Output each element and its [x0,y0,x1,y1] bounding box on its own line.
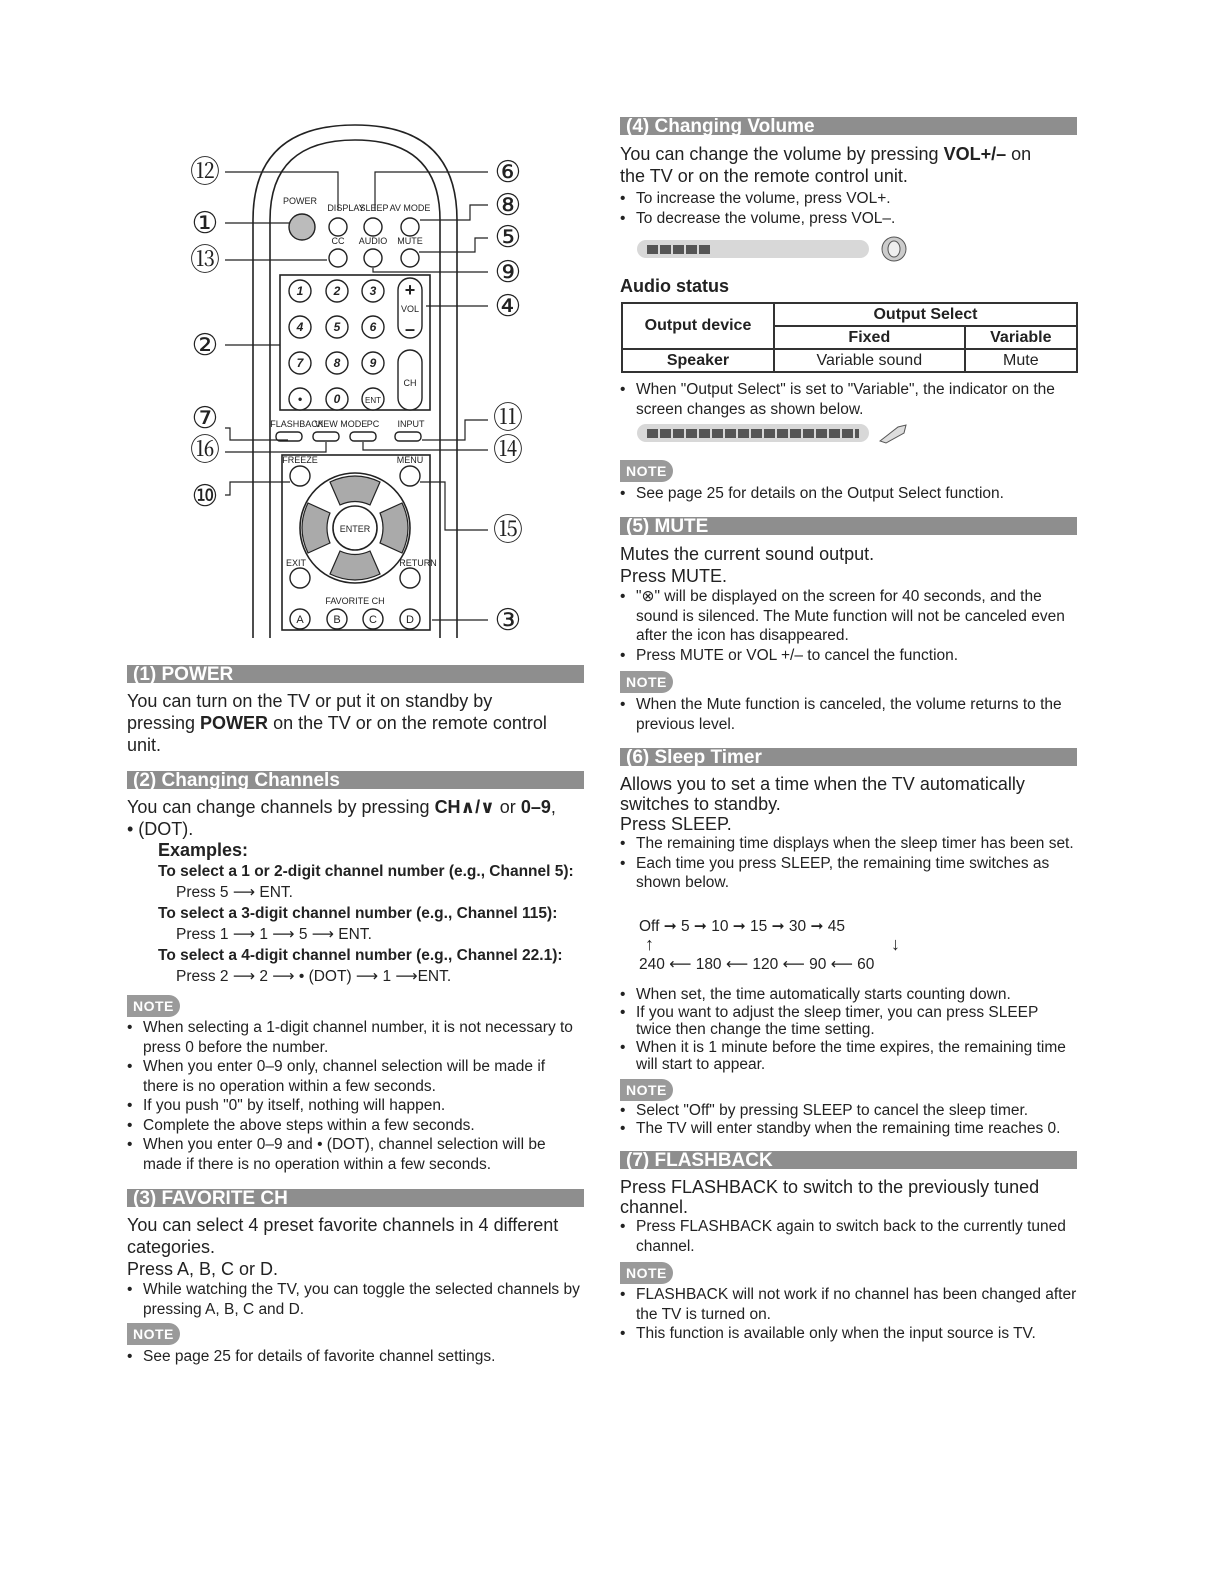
speaker-cell: Speaker [622,349,774,372]
output-device-header: Output device [622,303,774,349]
svg-text:ENTER: ENTER [339,524,371,534]
fixed-header: Fixed [774,326,965,349]
output-select-header: Output Select [774,303,1077,326]
svg-text:⑩: ⑩ [191,479,219,514]
channels-note-item: • Complete the above steps within a few seconds. [127,1116,582,1136]
speaker-icon [877,235,911,263]
example-list [158,861,598,987]
output-select-bullets [620,380,1075,419]
sleep-sequence-bottom: 240 ⟵ 180 ⟵ 120 ⟵ 90 ⟵ 60 [639,956,875,973]
volume-body-line1: You can change the volume by pressing VOL+/– on [620,144,1032,164]
favorite-header: (3) FAVORITE CH [127,1189,584,1207]
volume-indicator-bar [637,240,869,258]
volume-bullets [620,189,1075,228]
svg-text:A: A [296,614,304,626]
svg-text:8: 8 [333,356,341,370]
svg-text:⑮: ⑮ [493,513,523,548]
sleep-sequence-top: Off ➞ 5 ➞ 10 ➞ 15 ➞ 30 ➞ 45 [639,918,845,935]
svg-text:⑨: ⑨ [494,255,522,290]
sleep-note-badge: NOTE [620,1079,673,1101]
volume-header: (4) Changing Volume [620,117,1077,135]
mute-note-item: • When the Mute function is canceled, the volume returns to the previous level. [620,695,1075,734]
favorite-notes [127,1347,582,1367]
sleep-bullets [620,834,1075,893]
flashback-header: (7) FLASHBACK [620,1151,1077,1169]
svg-text:5: 5 [333,320,341,334]
sleep-body [620,774,1080,834]
example-2-press: Press 1 ⟶ 1 ⟶ 5 ⟶ ENT. [176,926,372,943]
svg-text:7: 7 [296,356,304,370]
mute-bullet: • Press MUTE or VOL +/– to cancel the function. [620,646,1075,666]
svg-text:RETURN: RETURN [399,558,437,568]
svg-text:FAVORITE CH: FAVORITE CH [325,596,385,606]
svg-text:AV MODE: AV MODE [389,203,431,213]
power-body-line2: pressing POWER on the TV or on the remote control [127,713,547,733]
volume-bullet: • To decrease the volume, press VOL–. [620,209,1075,229]
svg-text:CH: CH [403,378,417,388]
variable-header: Variable [965,326,1077,349]
example-2-title: To select a 3-digit channel number (e.g., Channel 115): [158,905,558,922]
audio-status-table [621,302,1078,373]
svg-text:③: ③ [494,603,522,638]
flashback-note-item: • This function is available only when the input source is TV. [620,1324,1080,1344]
sleep-arrow-up: ↑ [645,934,654,954]
svg-text:9: 9 [369,356,377,370]
svg-text:⑪: ⑪ [493,401,523,436]
favorite-bullet: • While watching the TV, you can toggle the selected channels by pressing A, B, C and D. [127,1280,582,1319]
mute-body [620,543,1080,587]
svg-text:⑯: ⑯ [190,433,220,468]
mute-header: (5) MUTE [620,517,1077,535]
flashback-bullets [620,1217,1075,1256]
svg-text:C: C [369,614,377,626]
svg-text:–: – [404,319,416,339]
power-header: (1) POWER [127,665,584,683]
svg-text:VIEW MODE: VIEW MODE [314,419,368,429]
mute-press: Press MUTE. [620,566,728,586]
svg-text:⑭: ⑭ [493,433,523,468]
svg-text:D: D [406,614,414,626]
svg-text:⑦: ⑦ [191,401,219,436]
mute-bullets [620,587,1075,665]
sleep-bullets-2 [620,986,1075,1074]
svg-text:ENT: ENT [365,396,381,405]
channels-notes [127,1018,582,1174]
volume-notes [620,484,1075,504]
sleep-bullet: • The remaining time displays when the sleep timer has been set. [620,834,1075,854]
power-keyword: POWER [200,713,269,733]
svg-text:FLASHBACK: FLASHBACK [270,419,324,429]
channels-note-item: • When you enter 0–9 and • (DOT), channel selection will be made if there is no operation within a few seconds. [127,1135,582,1174]
channels-note-item: • When you enter 0–9 only, channel selection will be made if there is no operation within a few seconds. [127,1057,582,1096]
svg-text:⑤: ⑤ [494,220,522,255]
volume-body [620,143,1080,187]
svg-text:MENU: MENU [396,455,424,465]
svg-text:⑬: ⑬ [190,243,220,278]
mute-notes [620,695,1075,734]
svg-text:AUDIO: AUDIO [358,236,388,246]
volume-note-item: • See page 25 for details on the Output Select function. [620,484,1075,504]
sleep-body-line1: Allows you to set a time when the TV automatically [620,774,1025,794]
channels-note-item: • If you push "0" by itself, nothing will happen. [127,1096,582,1116]
volume-note-badge: NOTE [620,460,673,482]
svg-text:SLEEP: SLEEP [359,203,389,213]
example-1-press: Press 5 ⟶ ENT. [176,884,293,901]
favorite-note-badge: NOTE [127,1323,180,1345]
flashback-body [620,1177,1080,1217]
flashback-note-badge: NOTE [620,1262,673,1284]
svg-text:3: 3 [369,284,377,298]
channels-body [127,796,597,840]
favorite-body-line1: You can select 4 preset favorite channels in 4 different [127,1215,559,1235]
power-body-line3: unit. [127,735,162,755]
volume-body-line2: the TV or on the remote control unit. [620,166,908,186]
output-select-bullet: • When "Output Select" is set to "Variable", the indicator on the screen changes as shown below. [620,380,1075,419]
svg-text:PC: PC [366,419,380,429]
svg-text:FREEZE: FREEZE [282,455,318,465]
remote-control-diagram [170,110,540,645]
svg-text:CC: CC [331,236,345,246]
channels-note-item: • When selecting a 1-digit channel number, it is not necessary to press 0 before the number. [127,1018,582,1057]
channels-body-line2: • (DOT). [127,819,194,839]
svg-text:⑧: ⑧ [494,188,522,223]
output-icon [876,421,912,445]
sleep-body-line2: switches to standby. [620,794,781,814]
svg-text:②: ② [191,328,219,363]
mute-bullet: • "⊗" will be displayed on the screen for 40 seconds, and the sound is silenced. The Mute function will not be canceled even after the icon has disappeared. [620,587,1075,646]
svg-text:+: + [404,280,416,300]
mute-cell: Mute [965,349,1077,372]
svg-text:④: ④ [494,289,522,324]
favorite-bullets [127,1280,582,1319]
svg-text:VOL: VOL [400,304,420,314]
variable-indicator-bar [637,424,869,442]
favorite-press: Press A, B, C or D. [127,1259,279,1279]
sleep-note-item: • The TV will enter standby when the remaining time reaches 0. [620,1120,1080,1138]
example-3-title: To select a 4-digit channel number (e.g., Channel 22.1): [158,947,563,964]
example-3-press: Press 2 ⟶ 2 ⟶ • (DOT) ⟶ 1 ⟶ENT. [176,968,452,985]
sleep-bullet: • If you want to adjust the sleep timer, you can press SLEEP twice then change the time setting. [620,1004,1075,1039]
favorite-body [127,1214,592,1280]
flashback-body-line1: Press FLASHBACK to switch to the previously tuned [620,1177,1040,1197]
svg-text:⑥: ⑥ [494,155,522,190]
favorite-body-line2: categories. [127,1237,216,1257]
svg-text:6: 6 [369,320,377,334]
volume-bullet: • To increase the volume, press VOL+. [620,189,1075,209]
sleep-header: (6) Sleep Timer [620,748,1077,766]
sleep-press: Press SLEEP. [620,814,732,834]
flashback-notes [620,1285,1080,1344]
flashback-bullet: • Press FLASHBACK again to switch back to the currently tuned channel. [620,1217,1075,1256]
svg-text:POWER: POWER [282,196,318,206]
favorite-note-item: • See page 25 for details of favorite channel settings. [127,1347,582,1367]
svg-text:INPUT: INPUT [397,419,425,429]
power-body-line1: You can turn on the TV or put it on standby by [127,691,493,711]
flashback-body-line2: channel. [620,1197,689,1217]
channels-body-line1: You can change channels by pressing CH∧/∨ or 0–9, [127,797,556,817]
svg-text:•: • [297,392,303,406]
svg-text:①: ① [191,206,219,241]
svg-text:MUTE: MUTE [397,236,423,246]
svg-text:⑫: ⑫ [190,155,220,190]
sleep-bullet: • Each time you press SLEEP, the remaining time switches as shown below. [620,854,1075,893]
sleep-bullet: • When set, the time automatically starts counting down. [620,986,1075,1004]
svg-text:B: B [333,614,341,626]
svg-text:4: 4 [296,320,304,334]
svg-text:1: 1 [296,284,304,298]
examples-heading: Examples: [158,840,249,860]
mute-body-line1: Mutes the current sound output. [620,544,875,564]
example-1-title: To select a 1 or 2-digit channel number (e.g., Channel 5): [158,863,574,880]
power-body [127,690,587,756]
audio-status-heading: Audio status [620,276,730,296]
svg-text:2: 2 [333,284,341,298]
svg-text:DISPLAY: DISPLAY [327,203,365,213]
flashback-note-item: • FLASHBACK will not work if no channel has been changed after the TV is turned on. [620,1285,1080,1324]
svg-text:0: 0 [333,392,341,406]
variable-sound-cell: Variable sound [774,349,965,372]
channels-note-badge: NOTE [127,995,180,1017]
svg-text:EXIT: EXIT [285,558,307,568]
sleep-bullet: • When it is 1 minute before the time expires, the remaining time will start to appear. [620,1039,1075,1074]
sleep-note-item: • Select "Off" by pressing SLEEP to cancel the sleep timer. [620,1102,1080,1120]
channels-header: (2) Changing Channels [127,771,584,789]
sleep-arrow-down: ↓ [891,934,900,954]
mute-note-badge: NOTE [620,671,673,693]
sleep-notes [620,1102,1080,1138]
